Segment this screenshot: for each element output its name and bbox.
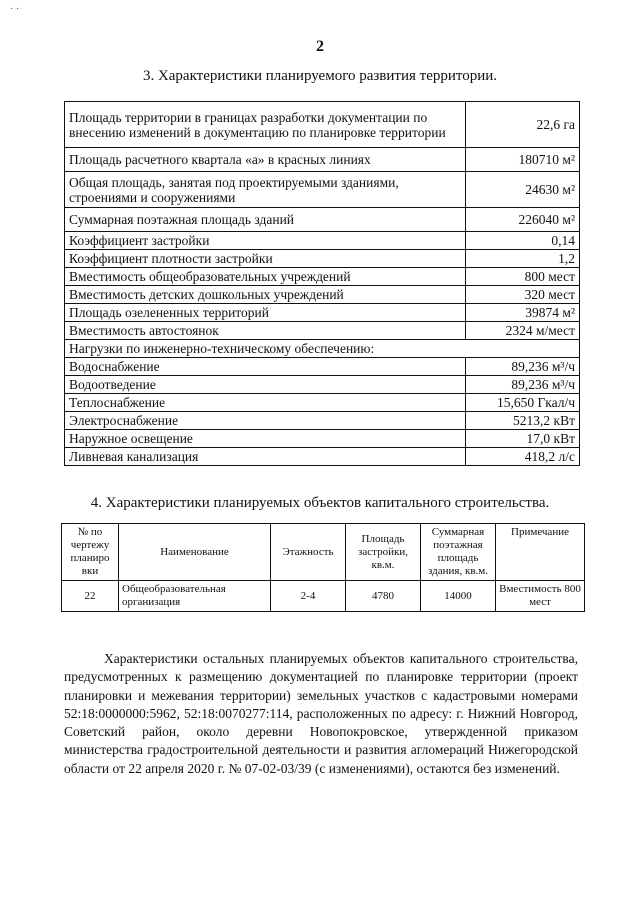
table-row xyxy=(65,286,580,304)
header-footprint: Площадь застройки, кв.м. xyxy=(346,524,421,581)
cell-total-area: 14000 xyxy=(421,581,496,612)
table-row xyxy=(65,322,580,340)
row-label: Водоснабжение xyxy=(65,358,466,376)
row-value: 2324 м/мест xyxy=(466,322,580,340)
row-value: 800 мест xyxy=(466,268,580,286)
cell-name: Общеобразовательная организация xyxy=(119,581,271,612)
row-value: 89,236 м³/ч xyxy=(466,358,580,376)
row-value: 320 мест xyxy=(466,286,580,304)
row-label: Площадь территории в границах разработки документации по внесению изменений в документацию по планировке территории xyxy=(65,102,466,148)
header-floors: Этажность xyxy=(271,524,346,581)
table-row xyxy=(65,102,580,148)
row-label: Общая площадь, занятая под проектируемыми зданиями, строениями и сооружениями xyxy=(65,172,466,208)
row-label: Вместимость детских дошкольных учреждений xyxy=(65,286,466,304)
row-label: Теплоснабжение xyxy=(65,394,466,412)
row-label: Коэффициент плотности застройки xyxy=(65,250,466,268)
row-value: 89,236 м³/ч xyxy=(466,376,580,394)
row-value: 0,14 xyxy=(466,232,580,250)
row-label: Площадь расчетного квартала «а» в красных линиях xyxy=(65,148,466,172)
row-value: 17,0 кВт xyxy=(466,430,580,448)
cell-floors: 2-4 xyxy=(271,581,346,612)
row-label: Коэффициент застройки xyxy=(65,232,466,250)
territory-characteristics-table xyxy=(64,101,580,466)
capital-objects-table xyxy=(61,523,585,612)
row-value: 15,650 Гкал/ч xyxy=(466,394,580,412)
table-row xyxy=(65,412,580,430)
row-value: 5213,2 кВт xyxy=(466,412,580,430)
header-name: Наименование xyxy=(119,524,271,581)
header-num: № по чертежу планиро вки xyxy=(62,524,119,581)
table-row xyxy=(65,172,580,208)
row-label: Суммарная поэтажная площадь зданий xyxy=(65,208,466,232)
table-header-row xyxy=(62,524,585,581)
header-note: Примечание xyxy=(496,524,585,581)
row-label: Вместимость общеобразовательных учреждений xyxy=(65,268,466,286)
loads-header-row xyxy=(65,340,580,358)
row-label: Электроснабжение xyxy=(65,412,466,430)
table-row xyxy=(65,358,580,376)
table-row xyxy=(65,232,580,250)
section-3-title: 3. Характеристики планируемого развития территории. xyxy=(142,68,498,84)
row-label: Площадь озелененных территорий xyxy=(65,304,466,322)
row-value: 39874 м² xyxy=(466,304,580,322)
table-row xyxy=(65,304,580,322)
loads-header: Нагрузки по инженерно-техническому обеспечению: xyxy=(65,340,580,358)
table-row xyxy=(62,581,585,612)
row-value: 22,6 га xyxy=(466,102,580,148)
header-total-area: Суммарная поэтажная площадь здания, кв.м. xyxy=(421,524,496,581)
table-row xyxy=(65,208,580,232)
table-row xyxy=(65,250,580,268)
row-label: Вместимость автостоянок xyxy=(65,322,466,340)
row-value: 226040 м² xyxy=(466,208,580,232)
section-4-title: 4. Характеристики планируемых объектов капитального строительства. xyxy=(90,495,550,511)
row-value: 1,2 xyxy=(466,250,580,268)
cell-footprint: 4780 xyxy=(346,581,421,612)
table-row xyxy=(65,268,580,286)
row-label: Наружное освещение xyxy=(65,430,466,448)
row-label: Водоотведение xyxy=(65,376,466,394)
cell-num: 22 xyxy=(62,581,119,612)
cell-note: Вместимость 800 мест xyxy=(496,581,585,612)
row-label: Ливневая канализация xyxy=(65,448,466,466)
row-value: 180710 м² xyxy=(466,148,580,172)
closing-paragraph: Характеристики остальных планируемых объектов капитального строительства, предусмотренных к размещению документацией по планировке территории (проект планировки и межевания территории) земельных участков с кадастровыми номерами 52:18:0000000:5962, 52:18:0070277:114, расположенных по адресу: г. Нижний Новгород, Советский район, около деревни Новопокровское, утвержденной приказом министерства градостроительной деятельности и развития агломераций Нижегородской области от 22 апреля 2020 г. № 07-02-03/39 (с изменениями), остаются без изменений. xyxy=(64,651,578,776)
table-row xyxy=(65,430,580,448)
table-row xyxy=(65,376,580,394)
page-number: 2 xyxy=(316,38,324,55)
table-row xyxy=(65,148,580,172)
scan-mark: · · xyxy=(10,4,20,15)
table-row xyxy=(65,394,580,412)
row-value: 24630 м² xyxy=(466,172,580,208)
row-value: 418,2 л/с xyxy=(466,448,580,466)
table-row xyxy=(65,448,580,466)
